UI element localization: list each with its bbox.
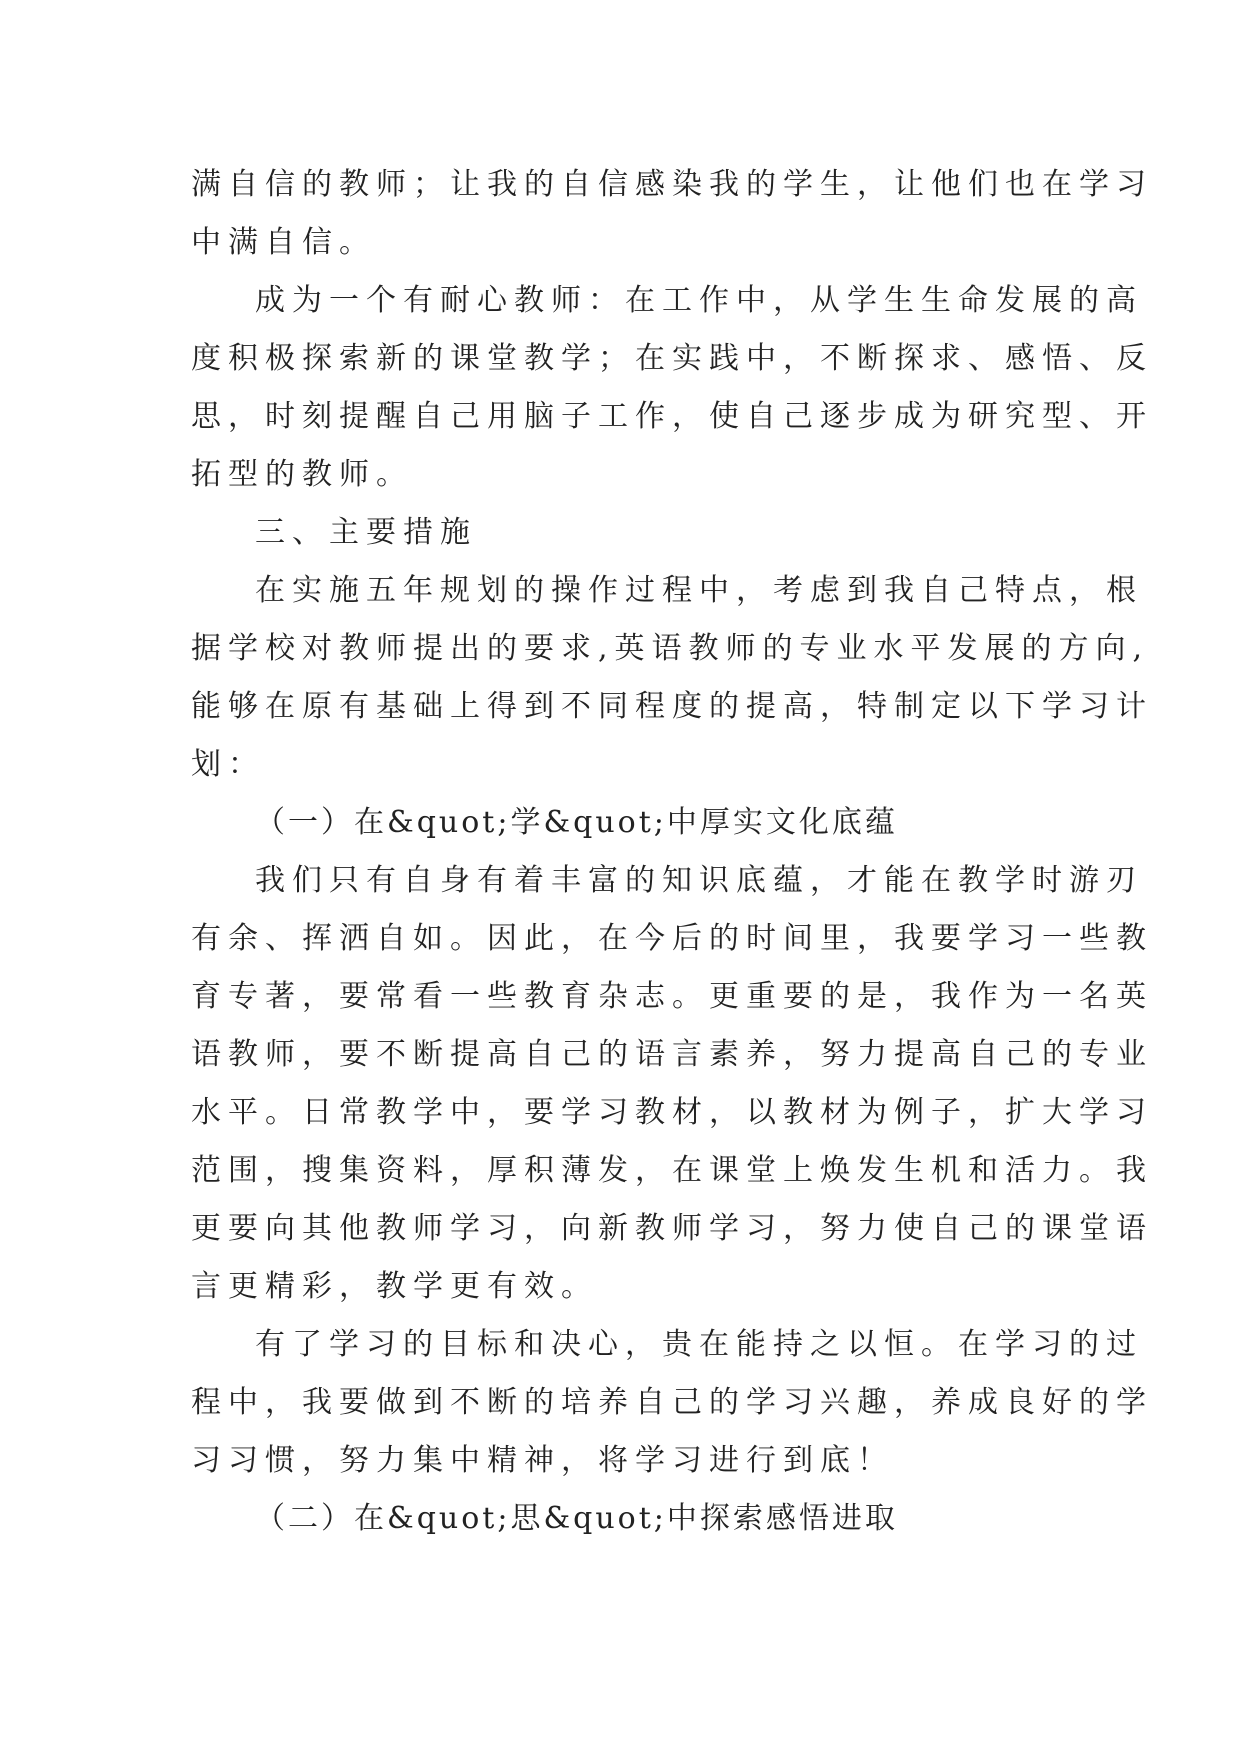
text-line: 有余、挥洒自如。因此，在今后的时间里，我要学习一些教 bbox=[191, 921, 1153, 956]
text-line: 范围，搜集资料，厚积薄发，在课堂上焕发生机和活力。我 bbox=[191, 1153, 1153, 1188]
text-line: 程中，我要做到不断的培养自己的学习兴趣，养成良好的学 bbox=[191, 1385, 1153, 1420]
text-line: 据学校对教师提出的要求,英语教师的专业水平发展的方向, bbox=[191, 631, 1150, 666]
text-line: 习习惯，努力集中精神，将学习进行到底！ bbox=[191, 1443, 894, 1478]
text-line: 语教师，要不断提高自己的语言素养，努力提高自己的专业 bbox=[191, 1037, 1153, 1072]
text-line: 育专著，要常看一些教育杂志。更重要的是，我作为一名英 bbox=[191, 979, 1153, 1014]
paragraph-start-line: 在实施五年规划的操作过程中，考虑到我自己特点，根 bbox=[255, 573, 1143, 608]
paragraph-start-line: 我们只有自身有着丰富的知识底蕴，才能在教学时游刃 bbox=[255, 863, 1143, 898]
section-heading: 三、主要措施 bbox=[255, 515, 477, 550]
paragraph-start-line: 有了学习的目标和决心，贵在能持之以恒。在学习的过 bbox=[255, 1327, 1143, 1362]
text-line: 水平。日常教学中，要学习教材，以教材为例子，扩大学习 bbox=[191, 1095, 1153, 1130]
text-line: 划： bbox=[191, 747, 265, 782]
text-line: 度积极探索新的课堂教学；在实践中，不断探求、感悟、反 bbox=[191, 341, 1153, 376]
text-line: 中满自信。 bbox=[191, 225, 376, 260]
text-line: 满自信的教师；让我的自信感染我的学生，让他们也在学习 bbox=[191, 167, 1153, 202]
subsection-heading: （一）在&quot;学&quot;中厚实文化底蕴 bbox=[255, 805, 898, 840]
paragraph-start-line: 成为一个有耐心教师：在工作中，从学生生命发展的高 bbox=[255, 283, 1143, 318]
subsection-heading: （二）在&quot;思&quot;中探索感悟进取 bbox=[255, 1501, 898, 1536]
text-line: 更要向其他教师学习，向新教师学习，努力使自己的课堂语 bbox=[191, 1211, 1153, 1246]
text-line: 能够在原有基础上得到不同程度的提高，特制定以下学习计 bbox=[191, 689, 1153, 724]
text-line: 思，时刻提醒自己用脑子工作，使自己逐步成为研究型、开 bbox=[191, 399, 1153, 434]
text-line: 言更精彩，教学更有效。 bbox=[191, 1269, 598, 1304]
text-line: 拓型的教师。 bbox=[191, 457, 413, 492]
